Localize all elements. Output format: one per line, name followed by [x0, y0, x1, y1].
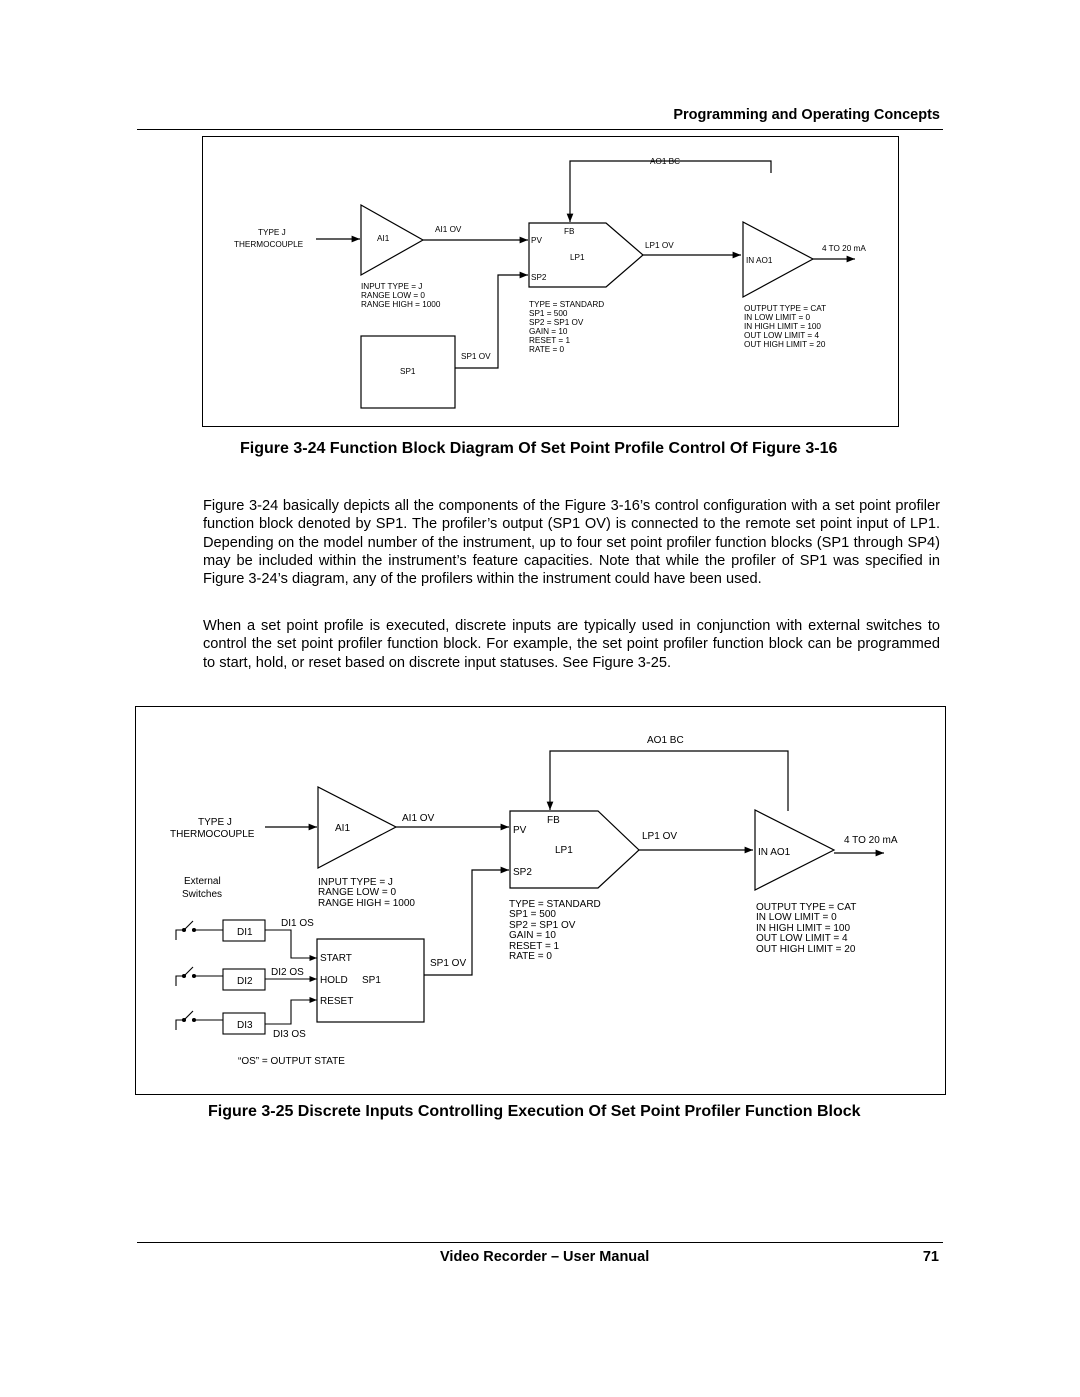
figure-3-25-caption: Figure 3-25 Discrete Inputs Controlling Execution Of Set Point Profiler Function Block: [208, 1103, 861, 1120]
ao1-param-2: IN HIGH LIMIT = 100: [744, 322, 821, 331]
pv-label: PV: [531, 236, 542, 245]
sp2-label: SP2: [531, 273, 547, 282]
sp1-ov-label: SP1 OV: [430, 958, 467, 969]
header-rule: [137, 129, 943, 130]
ao1-param-0: OUTPUT TYPE = CAT: [744, 304, 827, 313]
switch-3-icon: [176, 1011, 223, 1030]
external-label: External: [184, 876, 221, 887]
running-header: Programming and Operating Concepts: [673, 107, 940, 123]
figure-3-25-diagram: [135, 706, 946, 1095]
ai1-param-0: INPUT TYPE = J: [361, 282, 423, 291]
lp1-param-5: RATE = 0: [529, 345, 565, 354]
thermocouple-label: THERMOCOUPLE: [170, 829, 255, 840]
sp2-label: SP2: [513, 867, 532, 878]
lp1-ov-label: LP1 OV: [642, 831, 678, 842]
sp1-start-label: START: [320, 953, 352, 964]
thermocouple-label: THERMOCOUPLE: [234, 240, 304, 249]
lp1-param-1: SP1 = 500: [529, 309, 568, 318]
di1-os-line: [265, 930, 317, 958]
lp1-ov-label: LP1 OV: [645, 241, 674, 250]
ao1-param-1: IN LOW LIMIT = 0: [744, 313, 811, 322]
sp1-label: SP1: [400, 367, 416, 376]
footer-title: Video Recorder – User Manual: [440, 1249, 650, 1265]
sp1-hold-label: HOLD: [320, 975, 348, 986]
output-state-note: “OS” = OUTPUT STATE: [238, 1056, 345, 1067]
in-ao1-label: IN AO1: [746, 256, 773, 265]
lp1-param-0: TYPE = STANDARD: [529, 300, 605, 309]
figure-3-24-diagram: [202, 136, 899, 427]
di3-os-label: DI3 OS: [273, 1029, 306, 1040]
lp1-param-3: GAIN = 10: [509, 930, 556, 941]
figure-3-24-caption: Figure 3-24 Function Block Diagram Of Set Point Profile Control Of Figure 3-16: [240, 440, 838, 457]
type-j-label: TYPE J: [198, 817, 232, 828]
fb-label: FB: [564, 227, 575, 236]
lp1-param-5: RATE = 0: [509, 951, 552, 962]
lp1-param-1: SP1 = 500: [509, 909, 556, 920]
di1-label: DI1: [237, 927, 253, 938]
ao1-param-0: OUTPUT TYPE = CAT: [756, 902, 857, 913]
sp1-ov-label: SP1 OV: [461, 352, 491, 361]
ai1-ov-label: AI1 OV: [435, 225, 462, 234]
lp1-label: LP1: [570, 253, 585, 262]
di2-label: DI2: [237, 976, 253, 987]
body-paragraph-2: When a set point profile is executed, discrete inputs are typically used in conjunction with external switches to control the set point profiler function block. For example, the set point profiler function block can be programmed to start, hold, or reset based on discrete input statuses. See Figure 3-25.: [203, 618, 940, 671]
ai1-label: AI1: [335, 823, 351, 834]
ai1-label: AI1: [377, 234, 390, 243]
lp1-param-3: GAIN = 10: [529, 327, 568, 336]
switch-1-icon: [176, 921, 223, 940]
ao1-param-3: OUT LOW LIMIT = 4: [756, 933, 848, 944]
lp1-param-4: RESET = 1: [509, 941, 560, 952]
footer-rule: [137, 1242, 943, 1243]
ao1-bc-feedback-line: [550, 751, 788, 811]
output-4-20-label: 4 TO 20 mA: [844, 835, 898, 846]
lp1-param-4: RESET = 1: [529, 336, 571, 345]
ai1-block: [361, 205, 423, 275]
ao1-param-4: OUT HIGH LIMIT = 20: [744, 340, 826, 349]
output-4-20-label: 4 TO 20 mA: [822, 244, 866, 253]
ai1-param-1: RANGE LOW = 0: [318, 887, 397, 898]
page-number: 71: [922, 1249, 939, 1265]
ao1-param-2: IN HIGH LIMIT = 100: [756, 923, 851, 934]
di3-os-line: [265, 1000, 317, 1024]
lp1-label: LP1: [555, 845, 573, 856]
switch-2-icon: [176, 967, 223, 986]
ai1-param-0: INPUT TYPE = J: [318, 877, 393, 888]
di1-os-label: DI1 OS: [281, 918, 314, 929]
ai1-param-1: RANGE LOW = 0: [361, 291, 425, 300]
ao1-bc-label: AO1 BC: [650, 157, 681, 166]
ai1-param-2: RANGE HIGH = 1000: [361, 300, 441, 309]
ai1-param-2: RANGE HIGH = 1000: [318, 898, 415, 909]
switches-label: Switches: [182, 889, 223, 900]
ao1-param-1: IN LOW LIMIT = 0: [756, 912, 837, 923]
sp1-label: SP1: [362, 975, 381, 986]
body-paragraph-1: Figure 3-24 basically depicts all the components of the Figure 3-16’s control configuration with a set point profiler function block denoted by SP1. The profiler’s output (SP1 OV) is connected to the remote set point input of LP1. Depending on the model number of the instrument, up to four set point profiler function blocks (SP1 through SP4) may be included within the instrument’s feature capacities. Note that while the profiler of SP1 was specified in Figure 3-24’s diagram, any of the profilers within the instrument could have been used.: [203, 498, 940, 588]
in-ao1-label: IN AO1: [758, 847, 791, 858]
ao1-param-4: OUT HIGH LIMIT = 20: [756, 944, 856, 955]
ao1-param-3: OUT LOW LIMIT = 4: [744, 331, 819, 340]
pv-label: PV: [513, 825, 527, 836]
di2-os-label: DI2 OS: [271, 967, 304, 978]
di3-label: DI3: [237, 1020, 253, 1031]
ai1-block: [318, 787, 396, 868]
lp1-param-2: SP2 = SP1 OV: [509, 920, 576, 931]
lp1-param-0: TYPE = STANDARD: [509, 899, 601, 910]
sp1-reset-label: RESET: [320, 996, 354, 1007]
type-j-label: TYPE J: [258, 228, 286, 237]
fb-label: FB: [547, 815, 560, 826]
ao1-bc-label: AO1 BC: [647, 735, 684, 746]
ao1-bc-feedback-line: [570, 161, 771, 222]
lp1-param-2: SP2 = SP1 OV: [529, 318, 584, 327]
ai1-ov-label: AI1 OV: [402, 813, 435, 824]
